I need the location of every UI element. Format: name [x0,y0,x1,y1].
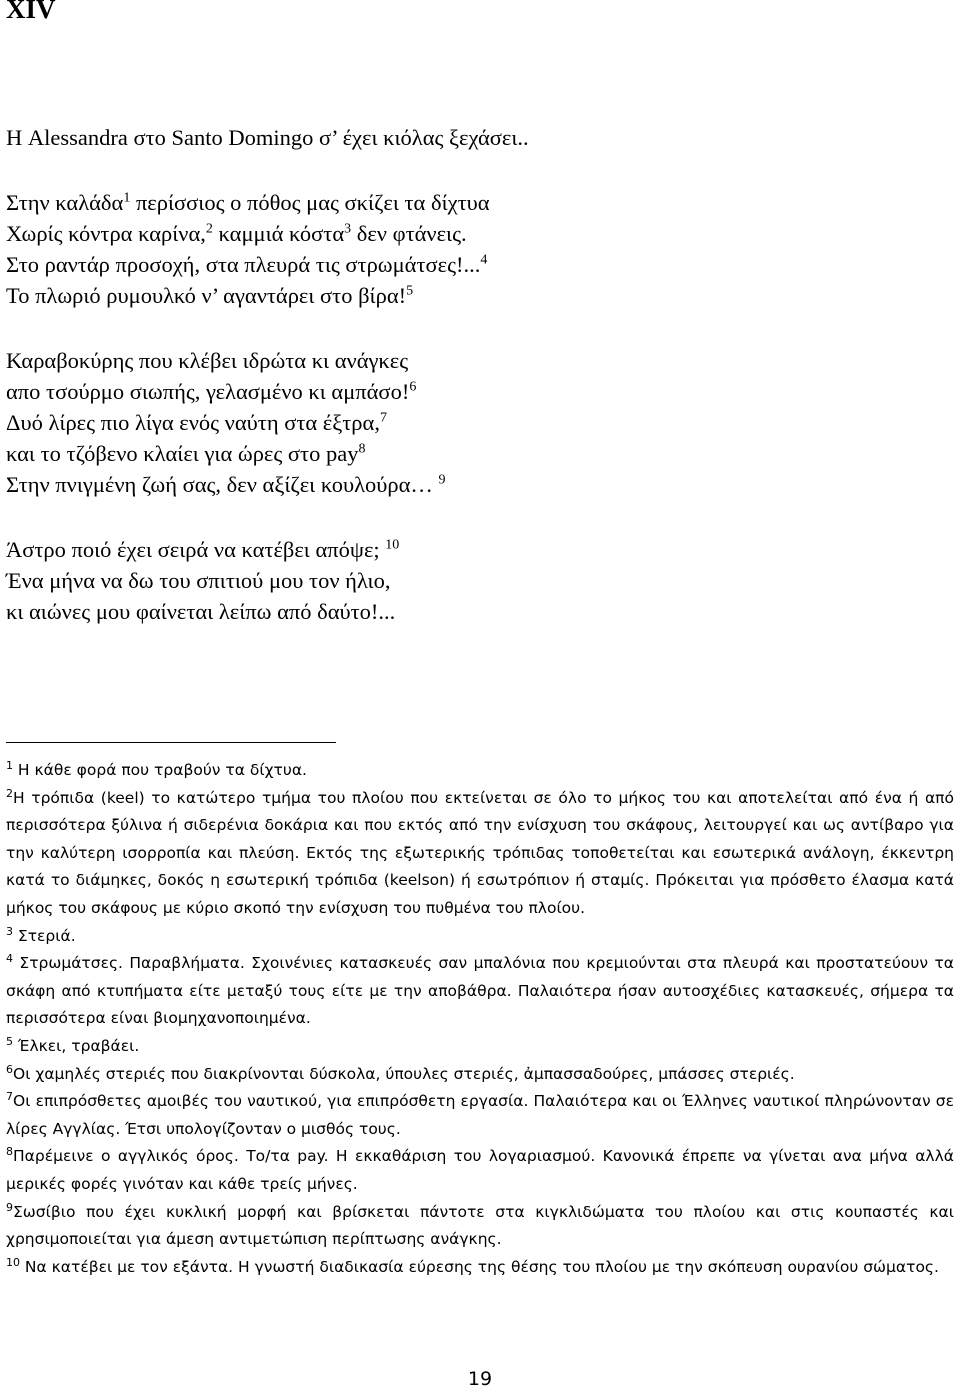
poem-line: Στο ραντάρ προσοχή, στα πλευρά τις στρωμάτσες!...$^4$ [6,252,488,277]
footnote: $^9$Σωσίβιο που έχει κυκλική μορφή και βρίσκεται πάντοτε στα κιγκλιδώματα του πλοίου και στις κουπαστές και χρησιμοποιείται για άμεση αντιμετώπιση περίπτωσης ανάγκης. [6,1200,954,1249]
poem-line: Στην καλάδα$^1$ περίσσιος ο πόθος μας σκίζει τα δίχτυα [6,190,490,215]
poem-line: Το πλωριό ρυμουλκό ν’ αγαντάρει στο βίρα!$^5$ [6,283,414,308]
footnote-number: 4 [6,952,13,965]
footnote-number: 10 [6,1255,20,1269]
footnote-ref[interactable]: 4 [480,252,488,268]
poem-line: Ένα μήνα να δω του σπιτιού μου τον ήλιο, [6,568,391,593]
footnote-ref[interactable]: 2 [205,221,213,237]
footnote-ref[interactable]: 10 [385,537,400,553]
footnote-number: 9 [6,1200,13,1214]
poem [6,122,946,627]
footnote-ref[interactable]: 6 [409,379,417,395]
footnote: $^4$ Στρωμάτσες. Παραβλήματα. Σχοινένιες κατασκευές σαν μπαλόνια που κρεμιούνται στα πλευρά και προστατεύουν τα σκάφη από κτυπήματα είτε μεταξύ τους είτε με την αποβάθρα. Παλαιότερα ήσαν αυτοσχέδιες κατασκευές, σήμερα τα περισσότερα είναι βιομηχανοποιημένα. [6,952,954,1028]
footnote: $^8$Παρέμεινε ο αγγλικός όρος. Το/τα pay. Η εκκαθάριση του λογαριασμού. Κανονικά έπρεπε να γίνεται ανα μήνα αλλά μερικές φορές γινόταν και κάθε τρείς μήνες. [6,1145,954,1193]
footnote-ref[interactable]: 3 [344,221,352,237]
footnote-ref[interactable]: 7 [379,410,387,426]
footnote-number: 7 [6,1089,13,1103]
poem-line: Στην πνιγμένη ζωή σας, δεν αξίζει κουλούρα… $^9$ [6,472,446,497]
footnotes [6,757,954,1281]
footnote-separator [6,742,336,743]
footnote: $^6$Οι χαμηλές στεριές που διακρίνονται δύσκολα, ύπουλες στεριές, ἀμπασσαδούρες, μπάσσες στεριές. [6,1062,795,1083]
poem-line: Δυό λίρες πιο λίγα ενός ναύτη στα έξτρα,$^7$ [6,410,387,435]
poem-line: απο τσούρμο σιωπής, γελασμένο κι αμπάσο!$^6$ [6,379,417,404]
footnote-ref[interactable]: 5 [406,283,414,299]
footnote-ref[interactable]: 8 [358,441,366,457]
poem-line: και το τζόβενο κλαίει για ώρες στο pay$^8$ [6,441,366,466]
poem-line: Καραβοκύρης που κλέβει ιδρώτα κι ανάγκες [6,348,409,373]
footnote: $^1$ Η κάθε φορά που τραβούν τα δίχτυα. [6,758,307,779]
footnote: $^5$ Έλκει, τραβάει. [6,1034,140,1055]
footnote-number: 3 [6,924,13,938]
poem-line: Η Alessandra στο Santo Domingo σ’ έχει κιόλας ξεχάσει.. [6,125,529,150]
footnote-number: 6 [6,1062,13,1076]
footnote-number: 5 [6,1034,13,1048]
footnote-ref[interactable]: 1 [123,190,131,206]
footnote: $^7$Οι επιπρόσθετες αμοιβές του ναυτικού, για επιπρόσθετη εργασία. Παλαιότερα και οι Έλληνες ναυτικοί πληρώνονταν σε λίρες Αγγλίας. Έτσι υπολογίζονταν ο μισθός τους. [6,1089,954,1138]
poem-line: Χωρίς κόντρα καρίνα,$^2$ καμμιά κόστα$^3$ δεν φτάνεις. [6,221,467,246]
footnote: $^2$Η τρόπιδα (keel) το κατώτερο τμήμα του πλοίου που εκτείνεται σε όλο το μήκος του και αποτελείται από ένα ή από περισσότερα ξύλινα ή σιδερένια δοκάρια και που εκτός από την ενίσχυση του σκάφους, λειτουργεί και ως αντίβαρο για την καλύτερη ισορροπία και πλεύση. Εκτός της εξωτερικής τρόπιδας τοποθετείται και εσωτερικά ανάλογη, έκκεντρη κατά το διάμηκες, δοκός η εσωτερική τρόπιδα (keelson) ή εσωτρόπιον ή σταμίς. Πρόκειται για πρόσθετο έλασμα κατά μήκος του σκάφους με κύριο σκοπό την ενίσχυση του πυθμένα του πλοίου. [6,786,954,917]
poem-line: Άστρο ποιό έχει σειρά να κατέβει απόψε; $^{10}$ [6,537,400,562]
footnote-number: 1 [6,758,13,772]
footnote-number: 2 [6,786,13,800]
footnote: $^{10}$ Να κατέβει με τον εξάντα. Η γνωστή διαδικασία εύρεσης της θέσης του πλοίου με την σκόπευση ουρανίου σώματος. [6,1255,939,1276]
footnote: $^3$ Στεριά. [6,924,76,945]
chapter-heading: XIV [6,0,56,24]
poem-line: κι αιώνες μου φαίνεται λείπω από δαύτο!... [6,599,396,624]
footnote-ref[interactable]: 9 [438,472,446,488]
page-number: 19 [467,1368,493,1390]
footnote-number: 8 [6,1145,13,1159]
